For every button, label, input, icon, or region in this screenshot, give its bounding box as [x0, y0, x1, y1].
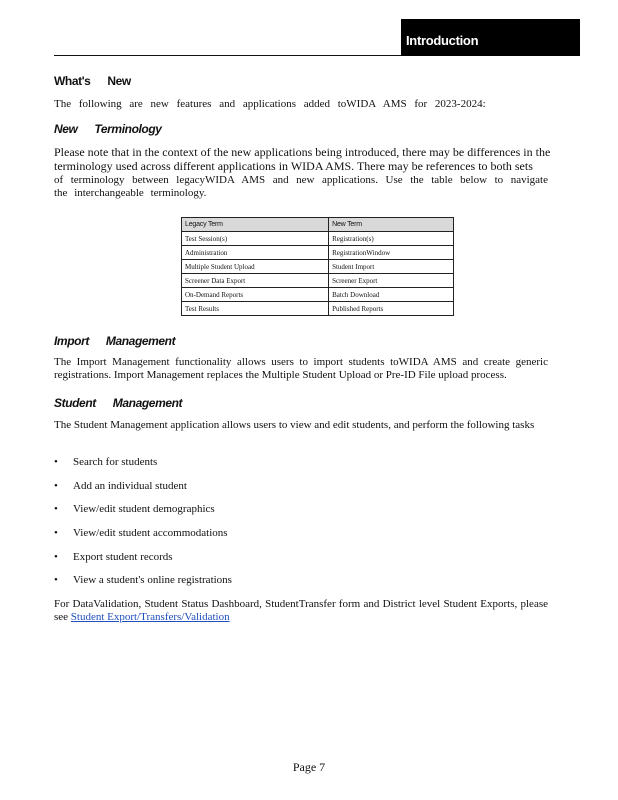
- list-item: [54, 573, 232, 597]
- new-term-cell: RegistrationWindow: [329, 246, 454, 260]
- legacy-term-cell: Screener Data Export: [182, 274, 329, 288]
- bullet-icon: •: [54, 574, 58, 587]
- legacy-term-cell: Test Session(s): [182, 232, 329, 246]
- list-item: [54, 526, 232, 550]
- import-management-heading: Import Management: [54, 334, 176, 348]
- list-item: [54, 550, 232, 574]
- terminology-para-line-1: Please note that in the context of the new applications being introduced, there may be differences in the: [54, 145, 551, 159]
- list-item: [54, 479, 232, 503]
- new-term-cell: Screener Export: [329, 274, 454, 288]
- student-management-heading: Student Management: [54, 396, 183, 410]
- bullet-icon: •: [54, 479, 58, 492]
- list-item-text: Add an individual student: [73, 479, 187, 492]
- whats-new-heading: What's New: [54, 74, 131, 88]
- export-reference-text: For DataValidation, Student Status Dashboard, StudentTransfer form and District level Student Exports, please see: [54, 598, 548, 623]
- bullet-icon: •: [54, 550, 58, 563]
- list-item-text: View/edit student accommodations: [73, 527, 228, 540]
- table-row: [182, 232, 454, 246]
- table-header-new: New Term: [329, 218, 454, 232]
- export-reference-para: [54, 598, 548, 624]
- terminology-table: [181, 217, 454, 316]
- section-title: Introduction: [406, 33, 479, 48]
- student-management-para: The Student Management application allows users to view and edit students, and perform the following tasks: [54, 419, 535, 431]
- table-row: [182, 246, 454, 260]
- list-item: [54, 455, 232, 479]
- new-term-cell: Registration(s): [329, 232, 454, 246]
- legacy-term-cell: Test Results: [182, 302, 329, 316]
- import-management-para: The Import Management functionality allows users to import students toWIDA AMS and create generic registrations. Import Management replaces the Multiple Student Upload or Pre-ID File upload process.: [54, 356, 548, 381]
- table-header-row: [182, 218, 454, 232]
- list-item: [54, 502, 232, 526]
- bullet-icon: •: [54, 456, 58, 468]
- table-row: [182, 302, 454, 316]
- list-item-text: Export student records: [73, 550, 173, 563]
- list-item-text: Search for students: [73, 456, 158, 468]
- new-term-cell: Batch Download: [329, 288, 454, 302]
- terminology-para-tail: of terminology between legacyWIDA AMS and new applications. Use the table below to navigate the interchangeable terminology.: [54, 174, 548, 199]
- student-export-link[interactable]: Student Export/Transfers/Validation: [70, 611, 230, 623]
- new-terminology-heading: New Terminology: [54, 122, 162, 136]
- page-number: Page 7: [292, 760, 326, 774]
- legacy-term-cell: Administration: [182, 246, 329, 260]
- table-row: [182, 274, 454, 288]
- legacy-term-cell: Multiple Student Upload: [182, 260, 329, 274]
- section-title-banner: [401, 19, 580, 56]
- terminology-para-line-2: terminology used across different applications in WIDA AMS. There may be references to both sets: [54, 159, 533, 173]
- whats-new-intro: The following are new features and applications added toWIDA AMS for 2023-2024:: [54, 98, 486, 110]
- new-term-cell: Student Import: [329, 260, 454, 274]
- student-task-list: [54, 455, 232, 597]
- list-item-text: View a student's online registrations: [73, 574, 232, 587]
- legacy-term-cell: On-Demand Reports: [182, 288, 329, 302]
- table-row: [182, 260, 454, 274]
- table-header-legacy: Legacy Term: [182, 218, 329, 232]
- new-term-cell: Published Reports: [329, 302, 454, 316]
- bullet-icon: •: [54, 503, 58, 516]
- list-item-text: View/edit student demographics: [73, 503, 215, 516]
- bullet-icon: •: [54, 527, 58, 540]
- table-row: [182, 288, 454, 302]
